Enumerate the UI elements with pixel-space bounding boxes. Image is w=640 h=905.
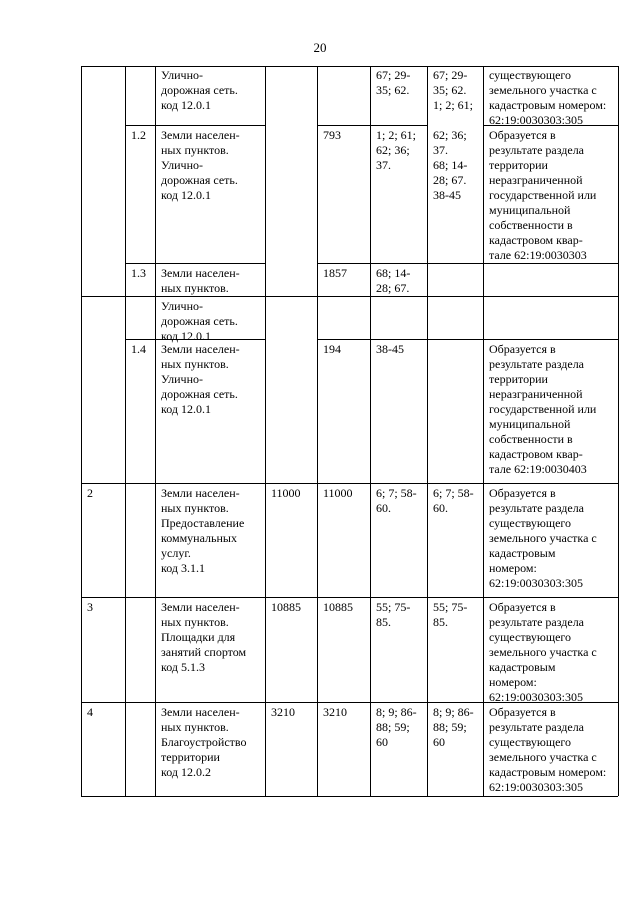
table-border bbox=[370, 66, 371, 796]
cell-subnumber: 1.4 bbox=[131, 342, 146, 356]
cell-area: 793 bbox=[323, 128, 341, 142]
cell-points-new: 8; 9; 86- 88; 59; 60 bbox=[433, 705, 474, 749]
cell-number: 3 bbox=[87, 600, 93, 614]
cell-points-old: 1; 2; 61; 62; 36; 37. bbox=[376, 128, 417, 172]
cell-points-old: 38-45 bbox=[376, 342, 404, 356]
cell-area-total: 11000 bbox=[271, 486, 301, 500]
cell-points-new: 6; 7; 58- 60. bbox=[433, 486, 474, 515]
cell-purpose: Земли населен- ных пунктов. Благоустройство территории код 12.0.2 bbox=[161, 705, 247, 779]
table-border bbox=[81, 66, 82, 796]
cell-area: 194 bbox=[323, 342, 341, 356]
cell-area: 10885 bbox=[323, 600, 353, 614]
cell-purpose: Земли населен- ных пунктов. Площадки для занятий спортом код 5.1.3 bbox=[161, 600, 247, 674]
cell-number: 2 bbox=[87, 486, 93, 500]
cell-note: Образуется в результате раздела территории неразграниченной государственной или муниципальной собственности в кадастровом квар- тале 62:19:0030403 bbox=[489, 342, 597, 476]
table-border bbox=[427, 66, 428, 796]
cell-points-old: 55; 75- 85. bbox=[376, 600, 411, 629]
table-border bbox=[155, 66, 156, 796]
cell-area-total: 10885 bbox=[271, 600, 301, 614]
cell-area: 3210 bbox=[323, 705, 347, 719]
cell-purpose: Улично- дорожная сеть. код 12.0.1 bbox=[161, 299, 238, 343]
table-border bbox=[125, 66, 126, 796]
cell-points-new: 55; 75- 85. bbox=[433, 600, 468, 629]
cell-purpose: Земли населен- ных пунктов. Улично- дорожная сеть. код 12.0.1 bbox=[161, 128, 240, 202]
table-border bbox=[317, 66, 318, 796]
cell-points-old: 67; 29- 35; 62. bbox=[376, 68, 411, 97]
cell-purpose: Земли населен- ных пунктов. Улично- дорожная сеть. код 12.0.1 bbox=[161, 342, 240, 416]
cell-number: 4 bbox=[87, 705, 93, 719]
cell-note: Образуется в результате раздела существующего земельного участка с кадастровым номером: 62:19:0030303:305 bbox=[489, 705, 607, 794]
cell-purpose: Улично- дорожная сеть. код 12.0.1 bbox=[161, 68, 238, 112]
cell-purpose: Земли населен- ных пунктов. bbox=[161, 266, 240, 295]
cell-points-new: 67; 29- 35; 62. 1; 2; 61; bbox=[433, 68, 474, 112]
cell-area: 1857 bbox=[323, 266, 347, 280]
cell-note: Образуется в результате раздела существующего земельного участка с кадастровым номером: 62:19:0030303:305 bbox=[489, 600, 597, 704]
cell-note: Образуется в результате раздела существующего земельного участка с кадастровым номером: 62:19:0030303:305 bbox=[489, 486, 597, 590]
cell-purpose: Земли населен- ных пунктов. Предоставление коммунальных услуг. код 3.1.1 bbox=[161, 486, 245, 575]
cell-subnumber: 1.3 bbox=[131, 266, 146, 280]
cell-points-old: 6; 7; 58- 60. bbox=[376, 486, 417, 515]
table-border bbox=[483, 66, 484, 796]
cell-note: Образуется в результате раздела территории неразграниченной государственной или муниципальной собственности в кадастровом квар- тале 62:19:0030303 bbox=[489, 128, 597, 262]
page-number: 20 bbox=[313, 40, 327, 55]
cell-area: 11000 bbox=[323, 486, 353, 500]
cell-points-old: 68; 14- 28; 67. bbox=[376, 266, 411, 295]
cell-subnumber: 1.2 bbox=[131, 128, 146, 142]
table-border bbox=[265, 66, 266, 796]
cell-note: существующего земельного участка с кадастровым номером: 62:19:0030303:305 bbox=[489, 68, 607, 127]
cell-points-new: 62; 36; 37. 68; 14- 28; 67. 38-45 bbox=[433, 128, 468, 202]
cell-points-old: 8; 9; 86- 88; 59; 60 bbox=[376, 705, 417, 749]
cell-area-total: 3210 bbox=[271, 705, 295, 719]
